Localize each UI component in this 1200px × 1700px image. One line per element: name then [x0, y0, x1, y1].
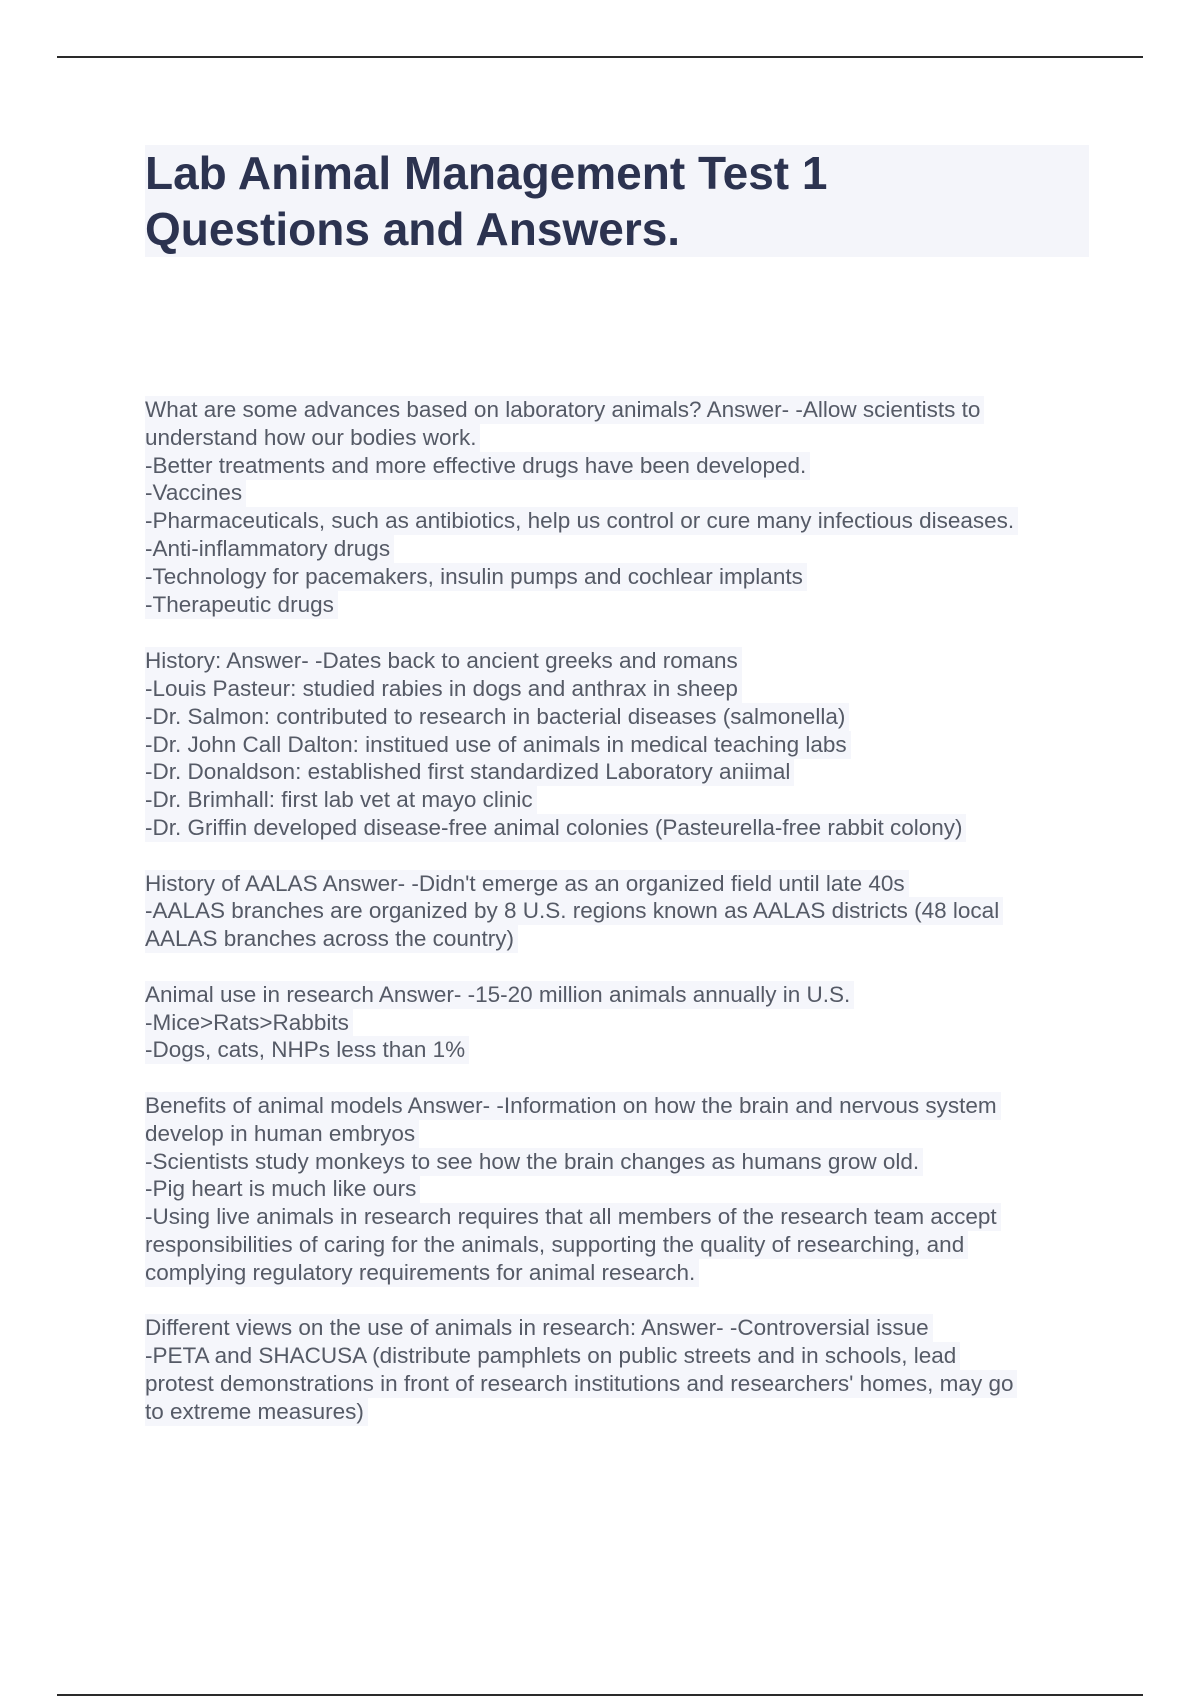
qa-line: -AALAS branches are organized by 8 U.S. regions known as AALAS districts (48 local: [145, 897, 1003, 925]
qa-line: -Therapeutic drugs: [145, 591, 338, 619]
qa-line: -Dr. Griffin developed disease-free animal colonies (Pasteurella-free rabbit colony): [145, 814, 966, 842]
qa-line: to extreme measures): [145, 1398, 368, 1426]
qa-line: -Dr. Brimhall: first lab vet at mayo clinic: [145, 786, 537, 814]
qa-line: understand how our bodies work.: [145, 424, 480, 452]
qa-line: -Dr. John Call Dalton: institued use of animals in medical teaching labs: [145, 731, 851, 759]
bottom-rule: [57, 1694, 1143, 1696]
top-rule: [57, 56, 1143, 58]
qa-line: -Dr. Donaldson: established first standardized Laboratory aniimal: [145, 758, 794, 786]
qa-line: Benefits of animal models Answer- -Information on how the brain and nervous system: [145, 1092, 1001, 1120]
qa-line: -Anti-inflammatory drugs: [145, 535, 394, 563]
qa-line: complying regulatory requirements for animal research.: [145, 1259, 699, 1287]
qa-line: -Better treatments and more effective drugs have been developed.: [145, 452, 810, 480]
qa-line: -Pharmaceuticals, such as antibiotics, help us control or cure many infectious diseases.: [145, 507, 1018, 535]
qa-line: -Mice>Rats>Rabbits: [145, 1009, 353, 1037]
qa-line: Animal use in research Answer- -15-20 million animals annually in U.S.: [145, 981, 854, 1009]
document-title-line-2: Questions and Answers.: [145, 203, 681, 255]
qa-line: develop in human embryos: [145, 1120, 419, 1148]
qa-line: -Vaccines: [145, 479, 246, 507]
qa-line: -Louis Pasteur: studied rabies in dogs and anthrax in sheep: [145, 675, 742, 703]
qa-line: What are some advances based on laboratory animals? Answer- -Allow scientists to: [145, 396, 984, 424]
qa-line: -Dogs, cats, NHPs less than 1%: [145, 1036, 469, 1064]
qa-line: -Using live animals in research requires that all members of the research team accept: [145, 1203, 1001, 1231]
qa-line: protest demonstrations in front of research institutions and researchers' homes, may go: [145, 1370, 1017, 1398]
qa-line: -Pig heart is much like ours: [145, 1175, 420, 1203]
document-title-line-1: Lab Animal Management Test 1: [145, 147, 828, 199]
qa-line: History: Answer- -Dates back to ancient greeks and romans: [145, 647, 742, 675]
qa-line: -PETA and SHACUSA (distribute pamphlets on public streets and in schools, lead: [145, 1342, 960, 1370]
qa-line: History of AALAS Answer- -Didn't emerge as an organized field until late 40s: [145, 870, 909, 898]
qa-line: responsibilities of caring for the animals, supporting the quality of researching, and: [145, 1231, 968, 1259]
qa-line: AALAS branches across the country): [145, 925, 518, 953]
qa-line: -Technology for pacemakers, insulin pumps and cochlear implants: [145, 563, 807, 591]
qa-line: -Scientists study monkeys to see how the brain changes as humans grow old.: [145, 1148, 923, 1176]
qa-line: Different views on the use of animals in research: Answer- -Controversial issue: [145, 1314, 933, 1342]
qa-line: -Dr. Salmon: contributed to research in bacterial diseases (salmonella): [145, 703, 849, 731]
